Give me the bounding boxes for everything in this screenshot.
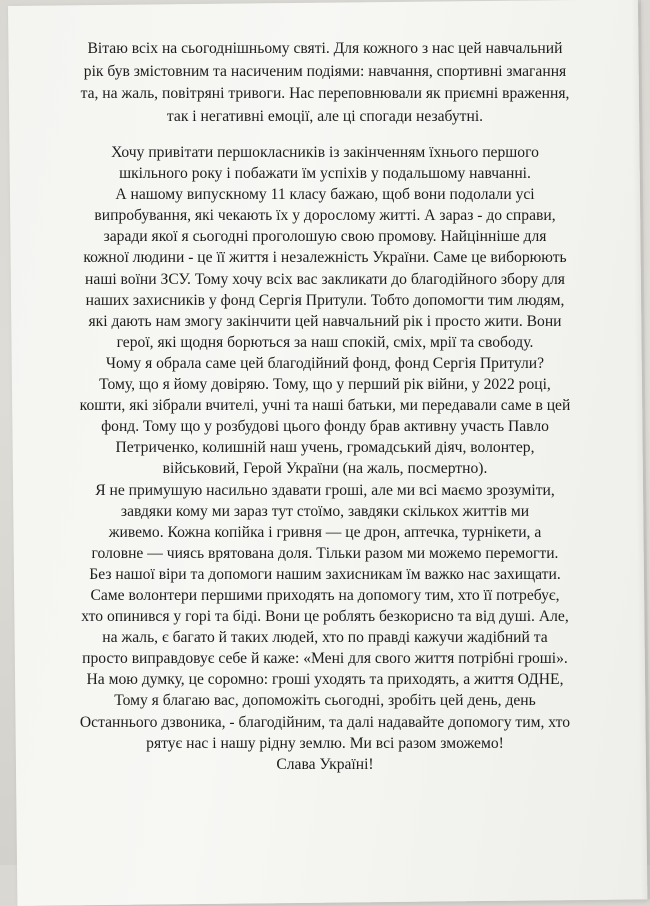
text-line: На мою думку, це соромно: гроші уходять та приходять, а життя ОДНЕ, bbox=[86, 671, 564, 689]
text-line: Саме волонтери першими приходять на допомогу тим, хто її потребує, bbox=[90, 586, 560, 604]
text-line: просто виправдовує себе й каже: «Мені для свого життя потрібні гроші». bbox=[82, 650, 568, 668]
greeting-paragraph bbox=[0, 38, 650, 128]
text-line: кожної людини - це її життя і незалежність України. Саме це виборюють bbox=[83, 249, 567, 267]
text-line: військовий, Герой України (на жаль, посмертно). bbox=[162, 460, 488, 478]
text-line: так і негативні емоції, але ці спогади незабутні. bbox=[166, 107, 484, 125]
text-line: Вітаю всіх на сьогоднішньому святі. Для кожного з нас цей навчальний bbox=[87, 40, 563, 57]
closing-slogan: Слава Україні! bbox=[276, 755, 374, 773]
text-line: рік був змістовним та насиченим подіями: навчання, спортивні змагання bbox=[83, 62, 567, 80]
text-line: головне — чиясь врятована доля. Тільки разом ми можемо перемогти. bbox=[91, 544, 559, 562]
text-line: Без нашої віри та допомоги нашим захисникам їм важко нас захищати. bbox=[89, 565, 561, 583]
text-line: випробування, які чекають їх у дорослому житті. А зараз - до справи, bbox=[94, 207, 556, 225]
text-line: наші воїни ЗСУ. Тому хочу всіх вас закликати до благодійного збору для bbox=[85, 270, 565, 288]
text-line: хто опинився у горі та біді. Вони це роблять безкорисно та від душі. Але, bbox=[81, 608, 569, 626]
text-line: на жаль, є багато й таких людей, хто по правді кажучи жадібний та bbox=[102, 629, 548, 647]
text-line: фонд. Тому що у розбудові цього фонду брав активну участь Павло bbox=[101, 418, 549, 436]
text-line: живемо. Кожна копійка і гривня — це дрон, аптечка, турнікети, а bbox=[108, 523, 542, 541]
text-line: герої, які щодня борються за наш спокій, сміх, мрії та свободу. bbox=[116, 333, 534, 351]
text-line: завдяки кому ми зараз тут стоїмо, завдяки скількох життів ми bbox=[120, 502, 530, 520]
text-line: заради якої я сьогодні проголошую свою промову. Найцінніше для bbox=[103, 228, 547, 246]
speech-paragraph bbox=[0, 142, 650, 775]
text-line: Останнього дзвоника, - благодійним, та далі надавайте допомогу тим, хто bbox=[79, 713, 571, 731]
text-line: кошти, які зібрали вчителі, учні та наші батьки, ми передавали саме в цей bbox=[79, 397, 571, 415]
text-line: шкільного року і побажати їм успіхів у подальшому навчанні. bbox=[119, 165, 531, 183]
text-line: Тому я благаю вас, допоможіть сьогодні, зробіть цей день, день bbox=[114, 692, 536, 710]
text-line: Хочу привітати першокласників із закінченням їхнього першого bbox=[111, 144, 539, 161]
text-line: Тому, що я йому довіряю. Тому, що у перший рік війни, у 2022 році, bbox=[99, 376, 551, 394]
text-line: Петриченко, колишній наш учень, громадський діяч, волонтер, bbox=[115, 439, 535, 457]
text-line: Я не примушую насильно здавати гроші, але ми всі маємо зрозуміти, bbox=[95, 481, 555, 499]
text-line: Чому я обрала саме цей благодійний фонд, фонд Сергія Притули? bbox=[105, 354, 545, 372]
text-line: та, на жаль, повітряні тривоги. Нас переповнювали як приємні враження, bbox=[80, 85, 570, 103]
text-line: які дають нам змогу закінчити цей навчальний рік і просто жити. Вони bbox=[88, 312, 562, 330]
text-line: А нашому випускному 11 класу бажаю, щоб вони подолали усі bbox=[115, 186, 535, 204]
text-line: наших захисників у фонд Сергія Притули. Тобто допомогти тим людям, bbox=[85, 291, 565, 309]
text-line: рятує нас і нашу рідну землю. Ми всі разом зможемо! bbox=[146, 734, 504, 752]
